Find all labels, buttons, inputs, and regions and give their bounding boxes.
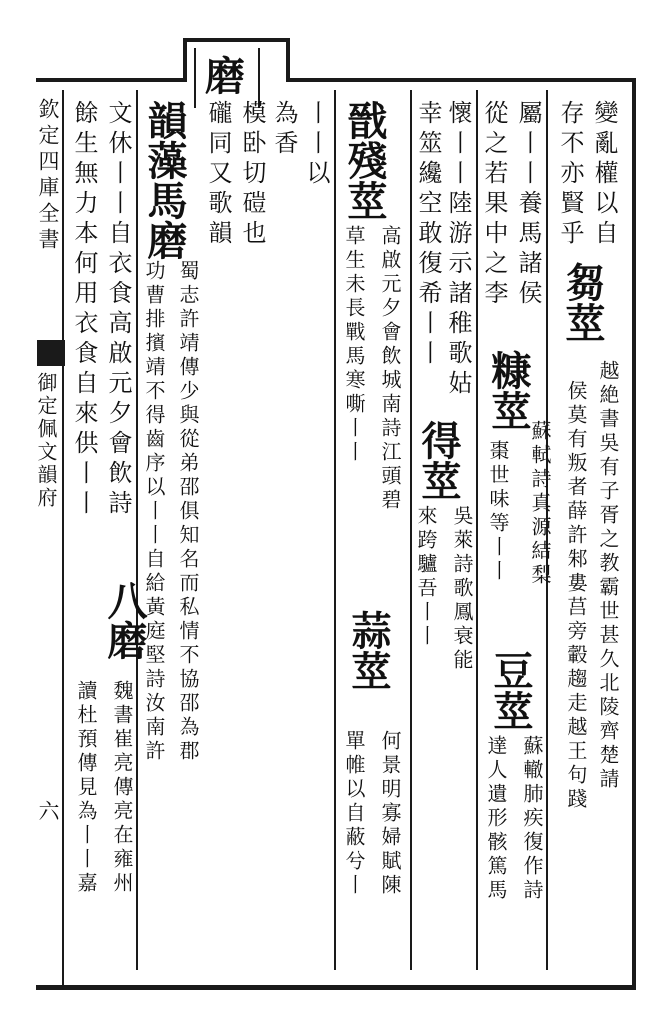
column-divider <box>410 90 412 970</box>
headword: 豆莖 <box>487 650 534 730</box>
text-column-small: 魏書崔亮傳亮在雍州 <box>110 680 134 896</box>
headword: 糠莖 <box>485 350 532 430</box>
library-title: 欽定四庫全書 <box>36 98 60 254</box>
text-column-small: 蜀志許靖傳少與從弟邵俱知名而私情不協邵為郡 <box>176 260 200 764</box>
headword: 得莖 <box>415 420 462 500</box>
text-column: 模卧切磑也 <box>238 100 266 250</box>
headword: 戩殘莖 <box>341 100 388 220</box>
frame-title-inner-left <box>194 48 196 108</box>
text-column: 餘生無力本何用衣食自來供丨丨 <box>70 100 98 520</box>
frame-left-margin-line <box>62 90 64 985</box>
text-column-small: 棗世味等丨丨 <box>486 440 510 584</box>
page-title-char: 磨 <box>205 53 245 100</box>
text-column: 為香 <box>270 100 298 160</box>
text-column: 存不亦賢乎 <box>556 100 584 250</box>
column-divider <box>136 90 138 970</box>
text-column-small: 高啟元夕會飲城南詩江頭碧 <box>378 225 402 513</box>
frame-top-left <box>36 78 186 82</box>
frame-title-right <box>286 38 290 82</box>
text-column-small: 侯莫有叛者薛許邾婁莒旁轂趨走越王句踐 <box>564 380 588 812</box>
text-column-small: 吳萊詩歌鳳衰能 <box>450 505 474 673</box>
text-column-small: 達人遺形骸篤馬 <box>484 735 508 903</box>
column-divider <box>334 90 336 970</box>
text-column-small: 來跨驢吾丨丨 <box>414 505 438 649</box>
text-column: 幸筮纔空敢復希丨丨 <box>414 100 442 370</box>
frame-right <box>632 78 636 988</box>
headword: 芻莖 <box>559 262 606 342</box>
headword: 蒜莖 <box>345 610 392 690</box>
fishtail-mark <box>37 340 65 366</box>
text-column: 礲同又歌韻 <box>204 100 232 250</box>
frame-top-right <box>286 78 634 82</box>
frame-title-inner-right <box>258 48 260 108</box>
text-column: 丨丨以 <box>302 100 330 190</box>
text-column: 文休丨丨自衣食高啟元夕會飲詩 <box>104 100 132 520</box>
text-column-small: 越絶書吳有子胥之教霸世甚久北陵齊楚請 <box>596 360 620 792</box>
text-column: 變亂權以自 <box>590 100 618 250</box>
text-column: 屬丨丨養馬諸侯 <box>514 100 542 310</box>
text-column: 從之若果中之李 <box>480 100 508 310</box>
headword: 韻藻馬磨 <box>141 100 188 260</box>
text-column-small: 蘇軾詩真源結梨 <box>528 420 552 588</box>
column-divider <box>476 90 478 970</box>
headword: 八磨 <box>101 580 148 660</box>
text-column-small: 單帷以自蔽兮丨 <box>342 730 366 898</box>
frame-title-left <box>183 38 187 82</box>
text-column-small: 蘇轍肺疾復作詩 <box>520 735 544 903</box>
text-column-small: 功曹排擯靖不得齒序以丨丨自給黃庭堅詩汝南許 <box>142 260 166 764</box>
text-column-small: 讀杜預傳見為丨丨嘉 <box>74 680 98 896</box>
frame-bottom <box>36 985 636 990</box>
page-number: 六 <box>36 800 60 826</box>
text-column: 懷丨丨陸游示諸稚歌姑 <box>444 100 472 400</box>
book-title: 御定佩文韻府 <box>34 372 58 510</box>
frame-title-top <box>183 38 289 42</box>
text-column-small: 何景明寡婦賦陳 <box>378 730 402 898</box>
text-column-small: 草生未長戰馬寒嘶丨丨 <box>342 225 366 465</box>
